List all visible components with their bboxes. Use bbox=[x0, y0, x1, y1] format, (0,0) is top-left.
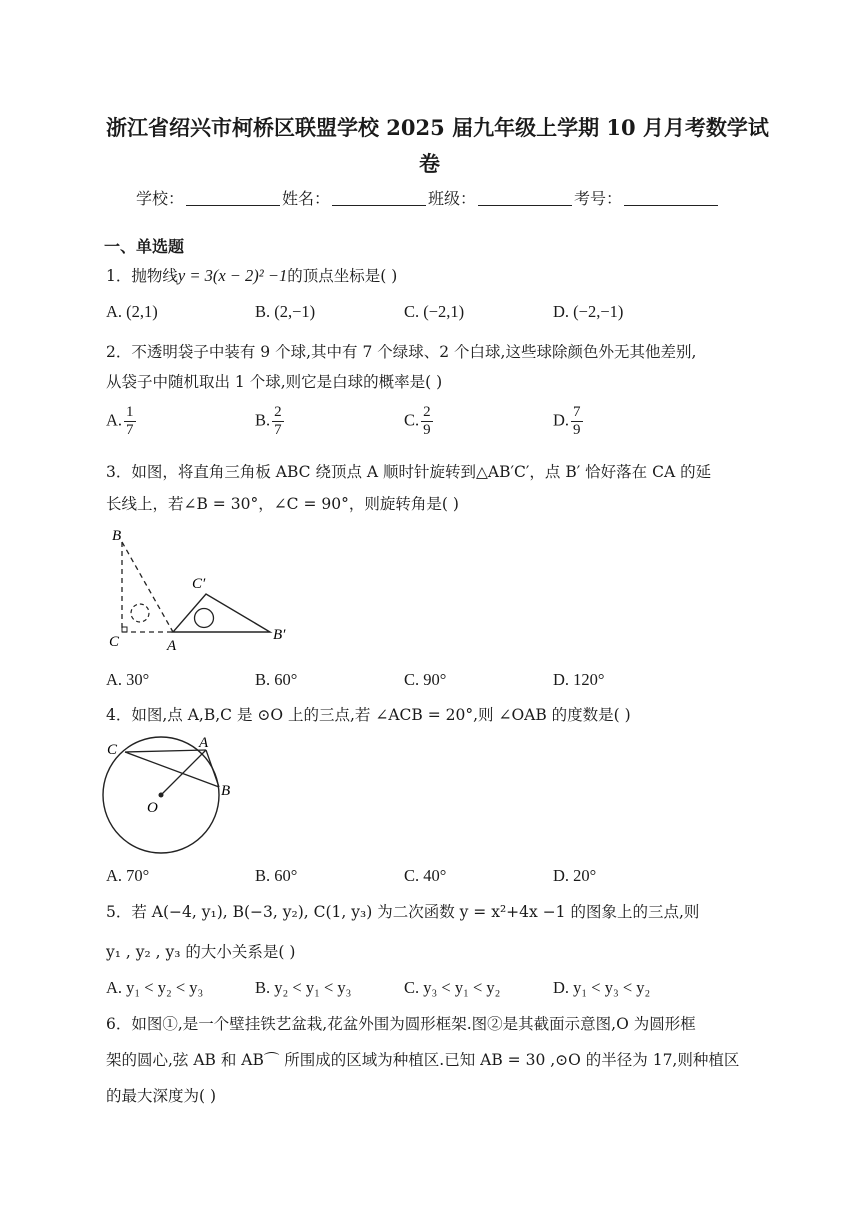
number-field[interactable] bbox=[624, 190, 718, 206]
chord-ab bbox=[206, 750, 219, 787]
question-2 bbox=[106, 340, 696, 362]
label-c: C bbox=[107, 742, 118, 758]
option-a[interactable]: A. (2,1) bbox=[106, 302, 158, 321]
numerator: 1 bbox=[126, 404, 134, 420]
question-6-line2: 架的圆心,弦 AB 和 AB⌒ 所围成的区域为种植区.已知 AB = 30 ,⊙O 的半径为 17,则种植区 bbox=[106, 1051, 740, 1069]
option-label: D. bbox=[553, 410, 570, 430]
option-b[interactable]: B. y₂ < y₁ < y₃ bbox=[255, 978, 352, 997]
option-a[interactable] bbox=[106, 404, 136, 439]
question-text: 如图,点 A,B,C 是 ⊙O 上的三点,若 ∠ACB = 20°,则 ∠OAB 的度数是( ) bbox=[131, 706, 631, 724]
question-1 bbox=[106, 264, 397, 286]
option-b[interactable]: B. (2,−1) bbox=[255, 302, 316, 321]
option-label: B. bbox=[255, 410, 271, 430]
question-4 bbox=[106, 703, 631, 725]
number-label: 考号： bbox=[574, 189, 623, 208]
chord-ca bbox=[125, 750, 206, 752]
school-label: 学校： bbox=[136, 189, 185, 208]
center-point bbox=[159, 793, 164, 798]
class-field[interactable] bbox=[478, 190, 572, 206]
option-d[interactable]: D. y₁ < y₃ < y₂ bbox=[553, 978, 651, 997]
triangle-rotation-figure bbox=[100, 522, 300, 657]
name-label: 姓名： bbox=[282, 189, 331, 208]
option-label: A. bbox=[106, 410, 123, 430]
numerator: 2 bbox=[274, 404, 282, 420]
page-title-continued: 卷 bbox=[419, 151, 440, 176]
option-d[interactable]: D. (−2,−1) bbox=[553, 302, 624, 321]
denominator: 7 bbox=[274, 422, 282, 438]
option-a[interactable]: A. 70° bbox=[106, 866, 150, 885]
question-5-line2: y₁ , y₂ , y₃ 的大小关系是( ) bbox=[106, 943, 296, 961]
label-a: A bbox=[167, 638, 177, 654]
radius-oa bbox=[161, 750, 206, 795]
edge-ba bbox=[122, 542, 173, 632]
numerator: 2 bbox=[423, 404, 431, 420]
rotated-triangle bbox=[173, 594, 270, 632]
inner-circle bbox=[195, 609, 214, 628]
option-b[interactable] bbox=[255, 404, 284, 439]
fraction bbox=[272, 404, 284, 439]
option-c[interactable]: C. 90° bbox=[404, 670, 447, 689]
denominator: 9 bbox=[573, 422, 581, 438]
option-d[interactable]: D. 120° bbox=[553, 670, 605, 689]
question-number: 5． bbox=[106, 903, 132, 921]
page-title: 浙江省绍兴市柯桥区联盟学校 2025 届九年级上学期 10 月月考数学试 bbox=[106, 115, 769, 140]
question-text: 若 A(−4, y₁), B(−3, y₂), C(1, y₃) 为二次函数 y = x²+4x −1 的图象上的三点,则 bbox=[131, 903, 700, 921]
question-text: 不透明袋子中装有 9 个球,其中有 7 个绿球、2 个白球,这些球除颜色外无其他差别, bbox=[131, 343, 697, 361]
option-d[interactable] bbox=[553, 404, 583, 439]
name-field[interactable] bbox=[332, 190, 426, 206]
option-a[interactable]: A. 30° bbox=[106, 670, 150, 689]
numerator: 7 bbox=[573, 404, 581, 420]
question-number: 2． bbox=[106, 343, 132, 361]
option-a[interactable]: A. y₁ < y₂ < y₃ bbox=[106, 978, 204, 997]
denominator: 9 bbox=[423, 422, 431, 438]
question-3-line2: 长线上，若∠B = 30°，∠C = 90°，则旋转角是( ) bbox=[106, 495, 459, 513]
class-label: 班级： bbox=[428, 189, 477, 208]
denominator: 7 bbox=[126, 422, 134, 438]
label-b: B bbox=[221, 783, 231, 799]
option-b[interactable]: B. 60° bbox=[255, 670, 298, 689]
question-5 bbox=[106, 900, 699, 922]
question-number: 4． bbox=[106, 706, 132, 724]
label-c-prime: C′ bbox=[192, 576, 206, 592]
fraction bbox=[421, 404, 433, 439]
question-number: 1． bbox=[106, 267, 132, 285]
option-c[interactable]: C. y₃ < y₁ < y₂ bbox=[404, 978, 501, 997]
option-b[interactable]: B. 60° bbox=[255, 866, 298, 885]
label-b: B bbox=[112, 528, 122, 544]
inner-dashed-circle bbox=[131, 604, 149, 622]
school-field[interactable] bbox=[186, 190, 280, 206]
label-o: O bbox=[147, 800, 158, 816]
option-label: C. bbox=[404, 410, 420, 430]
question-6-line3: 的最大深度为( ) bbox=[106, 1087, 217, 1105]
formula: y = 3(x − 2)² −1 bbox=[177, 266, 288, 285]
question-text: 如图①,是一个壁挂铁艺盆栽,花盆外围为圆形框架.图②是其截面示意图,O 为圆形框 bbox=[131, 1015, 696, 1033]
option-d[interactable]: D. 20° bbox=[553, 866, 597, 885]
label-b-prime: B′ bbox=[273, 627, 286, 643]
option-c[interactable]: C. 40° bbox=[404, 866, 447, 885]
right-angle-mark bbox=[122, 627, 127, 632]
circle-figure bbox=[100, 732, 245, 858]
fraction bbox=[124, 404, 136, 439]
label-a: A bbox=[199, 735, 209, 751]
question-number: 3． bbox=[106, 463, 132, 481]
label-c: C bbox=[109, 634, 120, 650]
question-3 bbox=[106, 460, 711, 482]
question-text: 如图，将直角三角板 ABC 绕顶点 A 顺时针旋转到△AB′C′，点 B′ 恰好落在 CA 的延 bbox=[131, 463, 712, 481]
question-number: 6． bbox=[106, 1015, 132, 1033]
fraction bbox=[571, 404, 583, 439]
section-heading: 一、单选题 bbox=[104, 237, 185, 256]
student-info-line bbox=[136, 186, 720, 209]
option-c[interactable] bbox=[404, 404, 433, 439]
question-text: 抛物线 bbox=[131, 267, 178, 285]
question-6 bbox=[106, 1012, 696, 1034]
question-text: 的顶点坐标是( ) bbox=[287, 267, 398, 285]
question-2-line2: 从袋子中随机取出 1 个球,则它是白球的概率是( ) bbox=[106, 373, 443, 391]
option-c[interactable]: C. (−2,1) bbox=[404, 302, 465, 321]
